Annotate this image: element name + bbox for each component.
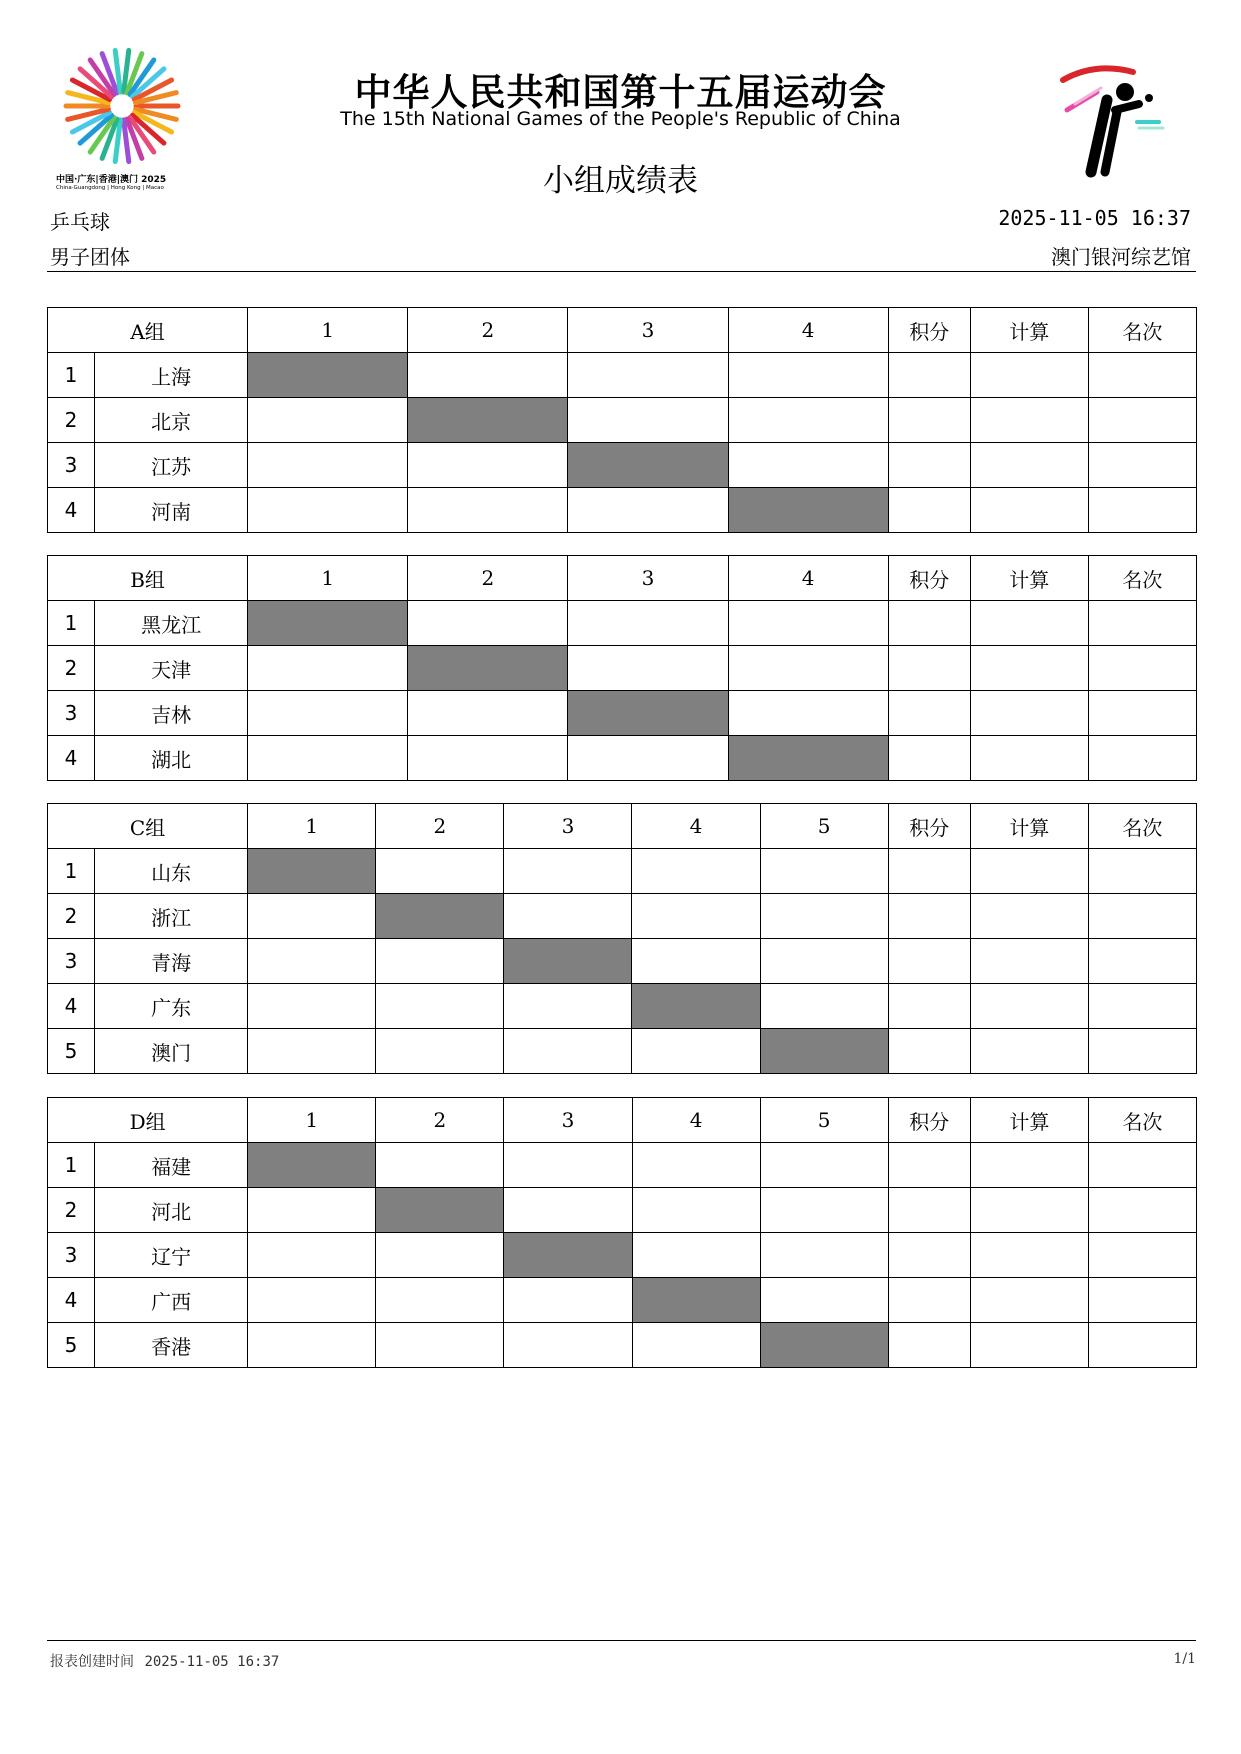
- match-result-cell: [760, 984, 888, 1029]
- report-datetime: 2025-11-05 16:37: [998, 206, 1191, 230]
- rank-cell: [1088, 1278, 1196, 1323]
- match-result-cell: [568, 353, 728, 398]
- team-name: 河北: [95, 1188, 248, 1233]
- table-row: [48, 1233, 1197, 1278]
- points-cell: [888, 601, 970, 646]
- match-result-cell: [760, 1188, 888, 1233]
- calc-cell: [970, 398, 1088, 443]
- match-result-cell: [408, 691, 568, 736]
- match-result-cell: [248, 646, 408, 691]
- team-number: 2: [48, 1188, 95, 1233]
- team-number: 2: [48, 398, 95, 443]
- venue-label: 澳门银河综艺馆: [1051, 245, 1191, 269]
- table-row: [48, 398, 1197, 443]
- match-result-cell: [376, 1143, 504, 1188]
- points-cell: [888, 398, 970, 443]
- calc-cell: [970, 736, 1088, 781]
- calc-cell: [970, 1029, 1088, 1074]
- table-row: [48, 1323, 1197, 1368]
- points-cell: [888, 984, 970, 1029]
- logo-caption-en: China·Guangdong | Hong Kong | Macao: [56, 185, 164, 191]
- match-result-cell: [248, 1323, 376, 1368]
- team-number: 3: [48, 1233, 95, 1278]
- team-number: 2: [48, 646, 95, 691]
- match-result-cell: [760, 1278, 888, 1323]
- team-name: 黑龙江: [95, 601, 248, 646]
- self-match-cell: [408, 398, 568, 443]
- match-result-cell: [248, 1188, 376, 1233]
- match-result-cell: [632, 849, 760, 894]
- match-result-cell: [408, 601, 568, 646]
- rank-cell: [1088, 353, 1196, 398]
- team-name: 广西: [95, 1278, 248, 1323]
- table-row: [48, 691, 1197, 736]
- match-result-cell: [728, 601, 888, 646]
- match-result-cell: [248, 894, 376, 939]
- opponent-column-header: 4: [728, 308, 888, 353]
- footer-created-label: 报表创建时间: [50, 1654, 134, 1670]
- table-row: [48, 353, 1197, 398]
- sport-label: 乒乓球: [50, 210, 110, 234]
- calc-cell: [970, 1278, 1088, 1323]
- points-column-header: 积分: [888, 1098, 970, 1143]
- match-result-cell: [504, 849, 632, 894]
- match-result-cell: [632, 1323, 760, 1368]
- table-row: [48, 894, 1197, 939]
- match-result-cell: [632, 939, 760, 984]
- match-result-cell: [568, 488, 728, 533]
- match-result-cell: [408, 443, 568, 488]
- match-result-cell: [248, 443, 408, 488]
- points-cell: [888, 488, 970, 533]
- points-cell: [888, 443, 970, 488]
- match-result-cell: [504, 984, 632, 1029]
- match-result-cell: [248, 984, 376, 1029]
- match-result-cell: [760, 1143, 888, 1188]
- team-number: 3: [48, 443, 95, 488]
- table-row: [48, 849, 1197, 894]
- table-row: [48, 601, 1197, 646]
- points-cell: [888, 894, 970, 939]
- opponent-column-header: 3: [504, 804, 632, 849]
- match-result-cell: [728, 353, 888, 398]
- calc-cell: [970, 984, 1088, 1029]
- calc-cell: [970, 353, 1088, 398]
- opponent-column-header: 5: [760, 1098, 888, 1143]
- match-result-cell: [248, 939, 376, 984]
- team-number: 1: [48, 849, 95, 894]
- team-name: 河南: [95, 488, 248, 533]
- table-row: [48, 1029, 1197, 1074]
- points-cell: [888, 646, 970, 691]
- opponent-column-header: 1: [248, 1098, 376, 1143]
- points-cell: [888, 1143, 970, 1188]
- rank-cell: [1088, 984, 1196, 1029]
- calc-column-header: 计算: [970, 1098, 1088, 1143]
- match-result-cell: [568, 646, 728, 691]
- calc-cell: [970, 1188, 1088, 1233]
- self-match-cell: [248, 353, 408, 398]
- match-result-cell: [632, 894, 760, 939]
- team-name: 山东: [95, 849, 248, 894]
- calc-cell: [970, 601, 1088, 646]
- team-name: 吉林: [95, 691, 248, 736]
- rank-cell: [1088, 1188, 1196, 1233]
- table-row: [48, 1188, 1197, 1233]
- team-name: 澳门: [95, 1029, 248, 1074]
- group-name: B组: [48, 556, 248, 601]
- match-result-cell: [568, 398, 728, 443]
- points-cell: [888, 691, 970, 736]
- match-result-cell: [376, 849, 504, 894]
- team-number: 3: [48, 691, 95, 736]
- match-result-cell: [248, 1029, 376, 1074]
- self-match-cell: [376, 894, 504, 939]
- calc-column-header: 计算: [970, 556, 1088, 601]
- calc-cell: [970, 1143, 1088, 1188]
- group-name: A组: [48, 308, 248, 353]
- team-name: 辽宁: [95, 1233, 248, 1278]
- footer-created: [50, 1651, 279, 1671]
- match-result-cell: [248, 1233, 376, 1278]
- team-name: 青海: [95, 939, 248, 984]
- page-title-en: The 15th National Games of the People's Republic of China: [340, 108, 901, 130]
- table-row: [48, 1278, 1197, 1323]
- self-match-cell: [248, 601, 408, 646]
- group-table: [47, 803, 1197, 1074]
- points-cell: [888, 353, 970, 398]
- match-result-cell: [376, 1233, 504, 1278]
- team-number: 3: [48, 939, 95, 984]
- self-match-cell: [504, 939, 632, 984]
- team-number: 4: [48, 984, 95, 1029]
- points-cell: [888, 1188, 970, 1233]
- opponent-column-header: 2: [408, 308, 568, 353]
- opponent-column-header: 2: [376, 804, 504, 849]
- rank-cell: [1088, 646, 1196, 691]
- match-result-cell: [632, 1233, 760, 1278]
- match-result-cell: [248, 691, 408, 736]
- rank-column-header: 名次: [1088, 804, 1196, 849]
- calc-column-header: 计算: [970, 804, 1088, 849]
- points-column-header: 积分: [888, 804, 970, 849]
- calc-cell: [970, 1323, 1088, 1368]
- points-column-header: 积分: [888, 308, 970, 353]
- opponent-column-header: 2: [376, 1098, 504, 1143]
- self-match-cell: [376, 1188, 504, 1233]
- match-result-cell: [760, 939, 888, 984]
- rank-cell: [1088, 1029, 1196, 1074]
- match-result-cell: [248, 488, 408, 533]
- match-result-cell: [504, 894, 632, 939]
- team-number: 4: [48, 736, 95, 781]
- opponent-column-header: 3: [568, 556, 728, 601]
- calc-cell: [970, 939, 1088, 984]
- self-match-cell: [760, 1029, 888, 1074]
- opponent-column-header: 4: [632, 804, 760, 849]
- rank-cell: [1088, 849, 1196, 894]
- rank-cell: [1088, 1233, 1196, 1278]
- team-name: 浙江: [95, 894, 248, 939]
- logo-caption-cn: 中国·广东|香港|澳门 2025: [56, 175, 167, 185]
- match-result-cell: [632, 1143, 760, 1188]
- self-match-cell: [728, 488, 888, 533]
- match-result-cell: [248, 736, 408, 781]
- calc-cell: [970, 849, 1088, 894]
- match-result-cell: [248, 1278, 376, 1323]
- calc-cell: [970, 691, 1088, 736]
- rank-column-header: 名次: [1088, 308, 1196, 353]
- match-result-cell: [728, 398, 888, 443]
- table-row: [48, 736, 1197, 781]
- calc-cell: [970, 443, 1088, 488]
- group-name: D组: [48, 1098, 248, 1143]
- team-name: 上海: [95, 353, 248, 398]
- group-table: [47, 307, 1197, 533]
- match-result-cell: [504, 1143, 632, 1188]
- match-result-cell: [376, 1029, 504, 1074]
- opponent-column-header: 3: [504, 1098, 632, 1143]
- team-name: 福建: [95, 1143, 248, 1188]
- opponent-column-header: 3: [568, 308, 728, 353]
- match-result-cell: [376, 1278, 504, 1323]
- match-result-cell: [568, 601, 728, 646]
- match-result-cell: [504, 1323, 632, 1368]
- footer-divider: [47, 1640, 1196, 1641]
- table-row: [48, 646, 1197, 691]
- team-name: 北京: [95, 398, 248, 443]
- opponent-column-header: 1: [248, 556, 408, 601]
- table-row: [48, 984, 1197, 1029]
- group-table: [47, 555, 1197, 781]
- points-cell: [888, 1029, 970, 1074]
- opponent-column-header: 2: [408, 556, 568, 601]
- match-result-cell: [504, 1278, 632, 1323]
- match-result-cell: [408, 488, 568, 533]
- rank-cell: [1088, 398, 1196, 443]
- points-cell: [888, 1323, 970, 1368]
- opponent-column-header: 1: [248, 804, 376, 849]
- team-number: 5: [48, 1029, 95, 1074]
- table-row: [48, 488, 1197, 533]
- match-result-cell: [760, 1233, 888, 1278]
- opponent-column-header: 4: [728, 556, 888, 601]
- match-result-cell: [376, 1323, 504, 1368]
- match-result-cell: [408, 353, 568, 398]
- team-name: 广东: [95, 984, 248, 1029]
- footer-created-time: 2025-11-05 16:37: [144, 1654, 280, 1670]
- team-number: 4: [48, 488, 95, 533]
- team-name: 湖北: [95, 736, 248, 781]
- rank-column-header: 名次: [1088, 556, 1196, 601]
- points-cell: [888, 1278, 970, 1323]
- match-result-cell: [760, 849, 888, 894]
- table-row: [48, 1143, 1197, 1188]
- self-match-cell: [568, 443, 728, 488]
- table-row: [48, 443, 1197, 488]
- match-result-cell: [504, 1029, 632, 1074]
- self-match-cell: [248, 1143, 376, 1188]
- rank-cell: [1088, 601, 1196, 646]
- team-name: 香港: [95, 1323, 248, 1368]
- footer-page-number: 1/1: [1173, 1651, 1196, 1667]
- points-cell: [888, 1233, 970, 1278]
- self-match-cell: [632, 1278, 760, 1323]
- match-result-cell: [760, 894, 888, 939]
- rank-cell: [1088, 894, 1196, 939]
- match-result-cell: [632, 1029, 760, 1074]
- table-row: [48, 939, 1197, 984]
- rank-cell: [1088, 939, 1196, 984]
- opponent-column-header: 1: [248, 308, 408, 353]
- match-result-cell: [408, 736, 568, 781]
- calc-cell: [970, 488, 1088, 533]
- team-number: 4: [48, 1278, 95, 1323]
- calc-cell: [970, 1233, 1088, 1278]
- rank-column-header: 名次: [1088, 1098, 1196, 1143]
- opponent-column-header: 5: [760, 804, 888, 849]
- team-number: 1: [48, 601, 95, 646]
- opponent-column-header: 4: [632, 1098, 760, 1143]
- team-number: 5: [48, 1323, 95, 1368]
- match-result-cell: [632, 1188, 760, 1233]
- team-number: 2: [48, 894, 95, 939]
- points-column-header: 积分: [888, 556, 970, 601]
- rank-cell: [1088, 736, 1196, 781]
- self-match-cell: [728, 736, 888, 781]
- match-result-cell: [728, 691, 888, 736]
- team-number: 1: [48, 1143, 95, 1188]
- team-number: 1: [48, 353, 95, 398]
- self-match-cell: [632, 984, 760, 1029]
- self-match-cell: [408, 646, 568, 691]
- points-cell: [888, 849, 970, 894]
- self-match-cell: [504, 1233, 632, 1278]
- rank-cell: [1088, 488, 1196, 533]
- page-title-cn: 中华人民共和国第十五届运动会: [354, 71, 887, 114]
- match-result-cell: [568, 736, 728, 781]
- self-match-cell: [248, 849, 376, 894]
- calc-cell: [970, 646, 1088, 691]
- rank-cell: [1088, 691, 1196, 736]
- header-divider: [47, 271, 1196, 272]
- match-result-cell: [248, 398, 408, 443]
- points-cell: [888, 939, 970, 984]
- match-result-cell: [376, 984, 504, 1029]
- report-subtitle: 小组成绩表: [543, 163, 698, 199]
- calc-column-header: 计算: [970, 308, 1088, 353]
- calc-cell: [970, 894, 1088, 939]
- match-result-cell: [504, 1188, 632, 1233]
- group-name: C组: [48, 804, 248, 849]
- self-match-cell: [760, 1323, 888, 1368]
- rank-cell: [1088, 1143, 1196, 1188]
- event-label: 男子团体: [50, 245, 130, 269]
- group-table: [47, 1097, 1197, 1368]
- team-name: 江苏: [95, 443, 248, 488]
- rank-cell: [1088, 1323, 1196, 1368]
- team-name: 天津: [95, 646, 248, 691]
- points-cell: [888, 736, 970, 781]
- rank-cell: [1088, 443, 1196, 488]
- match-result-cell: [728, 443, 888, 488]
- match-result-cell: [376, 939, 504, 984]
- self-match-cell: [568, 691, 728, 736]
- match-result-cell: [728, 646, 888, 691]
